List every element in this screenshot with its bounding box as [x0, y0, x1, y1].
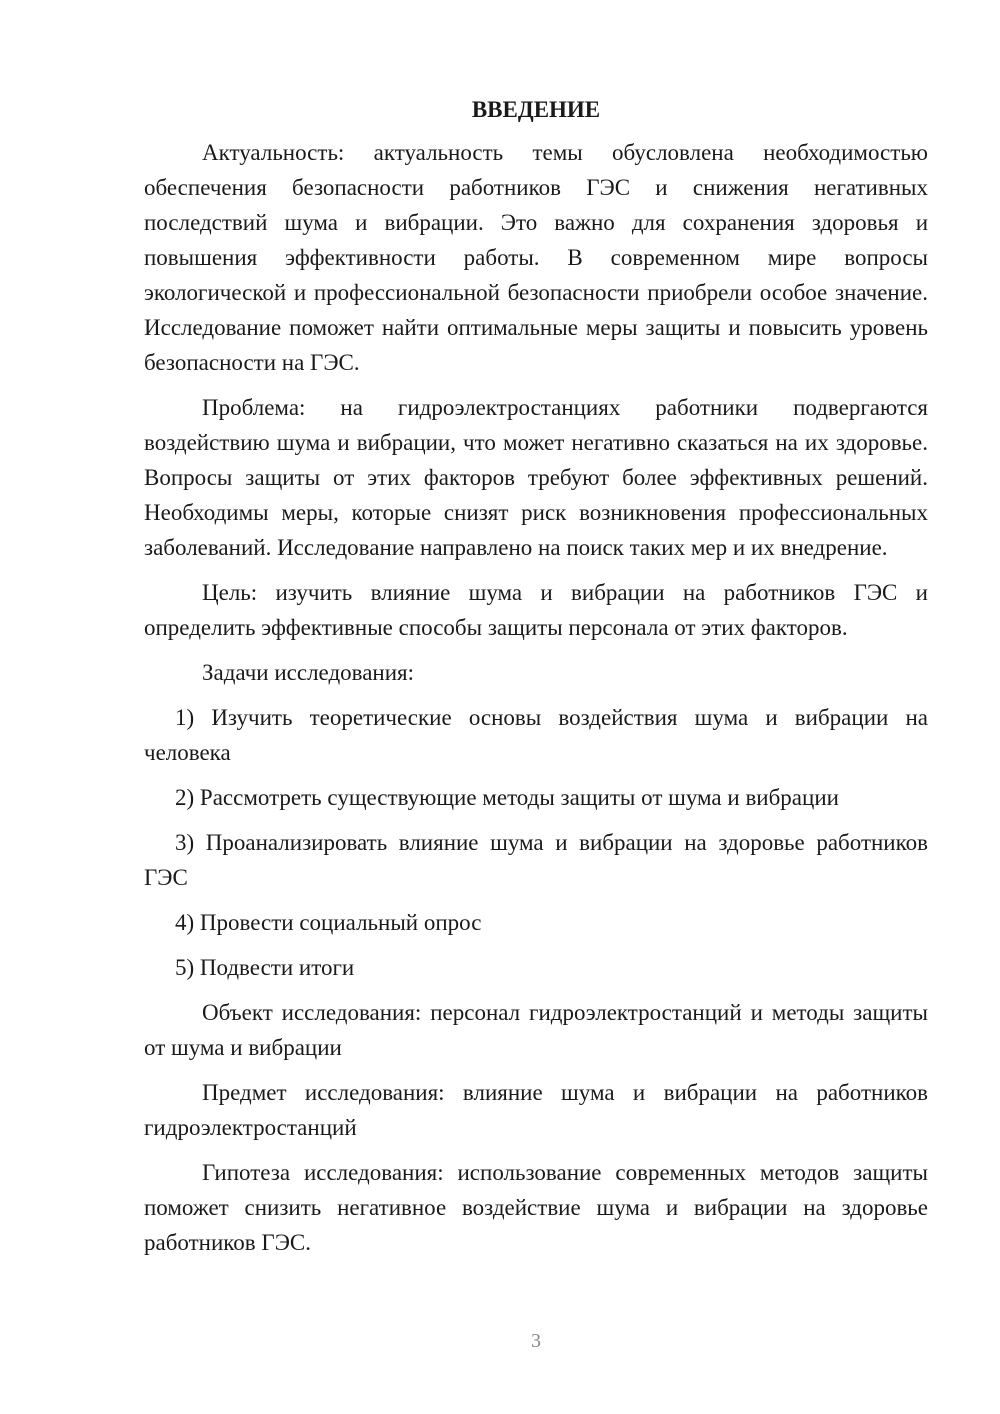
task-item-2: 2) Рассмотреть существующие методы защиты от шума и вибрации [175, 785, 839, 810]
page-number: 3 [531, 1330, 541, 1352]
tasks-heading: Задачи исследования: [202, 660, 415, 685]
task-item-5: 5) Подвести итоги [175, 955, 355, 980]
task-item-3: 3) Проанализировать влияние шума и вибрации на здоровье работников ГЭС [144, 830, 928, 890]
relevance-paragraph: Актуальность: актуальность темы обусловлена необходимостью обеспечения безопасности работников ГЭС и снижения негативных последствий шума и вибрации. Это важно для сохранения здоровья и повышения эффективности работы. В современном мире вопросы экологической и профессиональной безопасности приобрели особое значение. Исследование поможет найти оптимальные меры защиты и повысить уровень безопасности на ГЭС. [144, 140, 928, 375]
hypothesis-paragraph: Гипотеза исследования: использование современных методов защиты поможет снизить негативное воздействие шума и вибрации на здоровье работников ГЭС. [144, 1160, 928, 1255]
goal-paragraph: Цель: изучить влияние шума и вибрации на работников ГЭС и определить эффективные способы защиты персонала от этих факторов. [144, 580, 928, 640]
problem-paragraph: Проблема: на гидроэлектростанциях работники подвергаются воздействию шума и вибрации, что может негативно сказаться на их здоровье. Вопросы защиты от этих факторов требуют более эффективных решений. Необходимы меры, которые снизят риск возникновения профессиональных заболеваний. Исследование направлено на поиск таких мер и их внедрение. [144, 395, 928, 560]
page-title: ВВЕДЕНИЕ [471, 97, 601, 122]
task-item-4: 4) Провести социальный опрос [175, 910, 482, 935]
subject-paragraph: Предмет исследования: влияние шума и вибрации на работников гидроэлектростанций [144, 1080, 928, 1140]
object-paragraph: Объект исследования: персонал гидроэлектростанций и методы защиты от шума и вибрации [144, 1000, 928, 1060]
document-body [144, 92, 928, 1270]
task-item-1: 1) Изучить теоретические основы воздействия шума и вибрации на человека [144, 705, 928, 765]
